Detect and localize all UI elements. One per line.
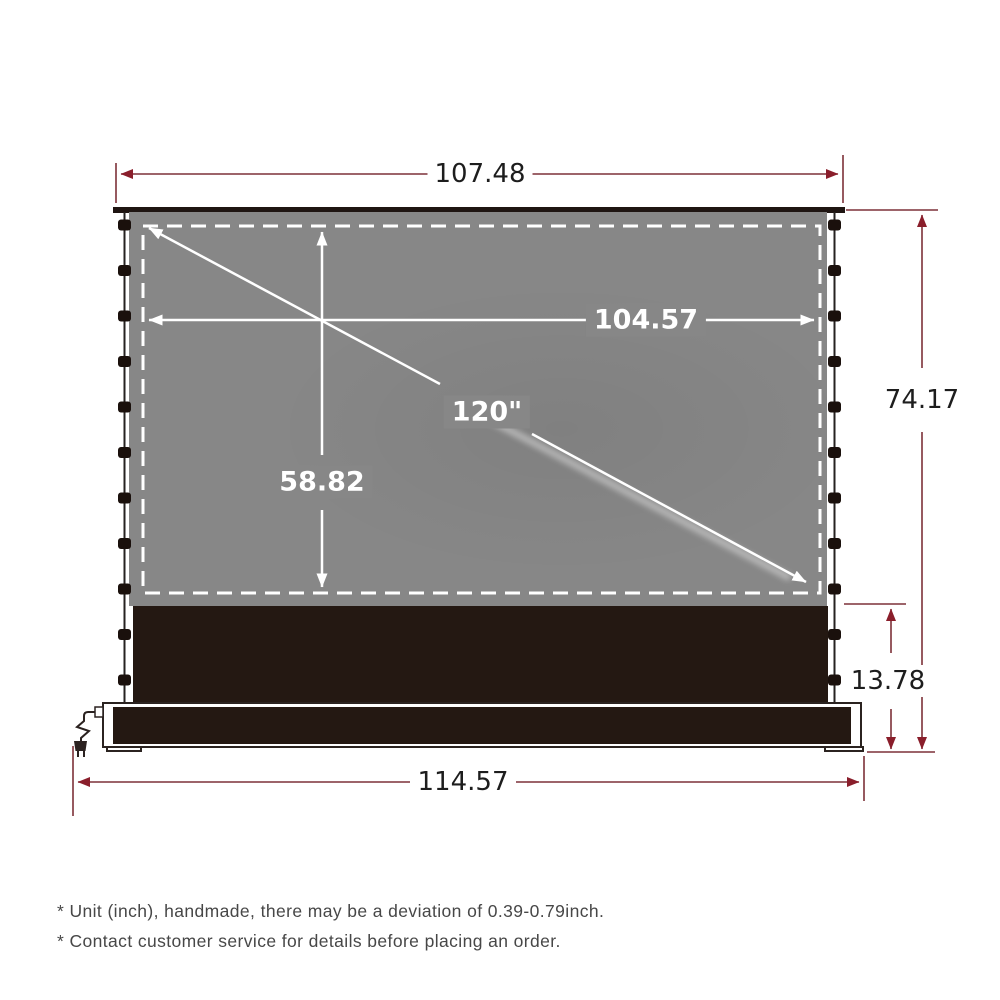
power-plug-icon <box>74 707 103 757</box>
housing-height-label: 13.78 <box>844 665 932 697</box>
footnote-contact: * Contact customer service for details before placing an order. <box>57 931 561 951</box>
viewable-height-label: 58.82 <box>271 466 372 499</box>
case-width-label: 107.48 <box>428 158 533 190</box>
footnotes <box>57 901 604 961</box>
diagonal-label: 120" <box>444 396 530 429</box>
base-width-label: 114.57 <box>411 766 516 798</box>
total-height-label: 74.17 <box>878 384 966 416</box>
viewable-width-label: 104.57 <box>586 304 706 337</box>
footnote-unit: * Unit (inch), handmade, there may be a deviation of 0.39-0.79inch. <box>57 901 605 921</box>
